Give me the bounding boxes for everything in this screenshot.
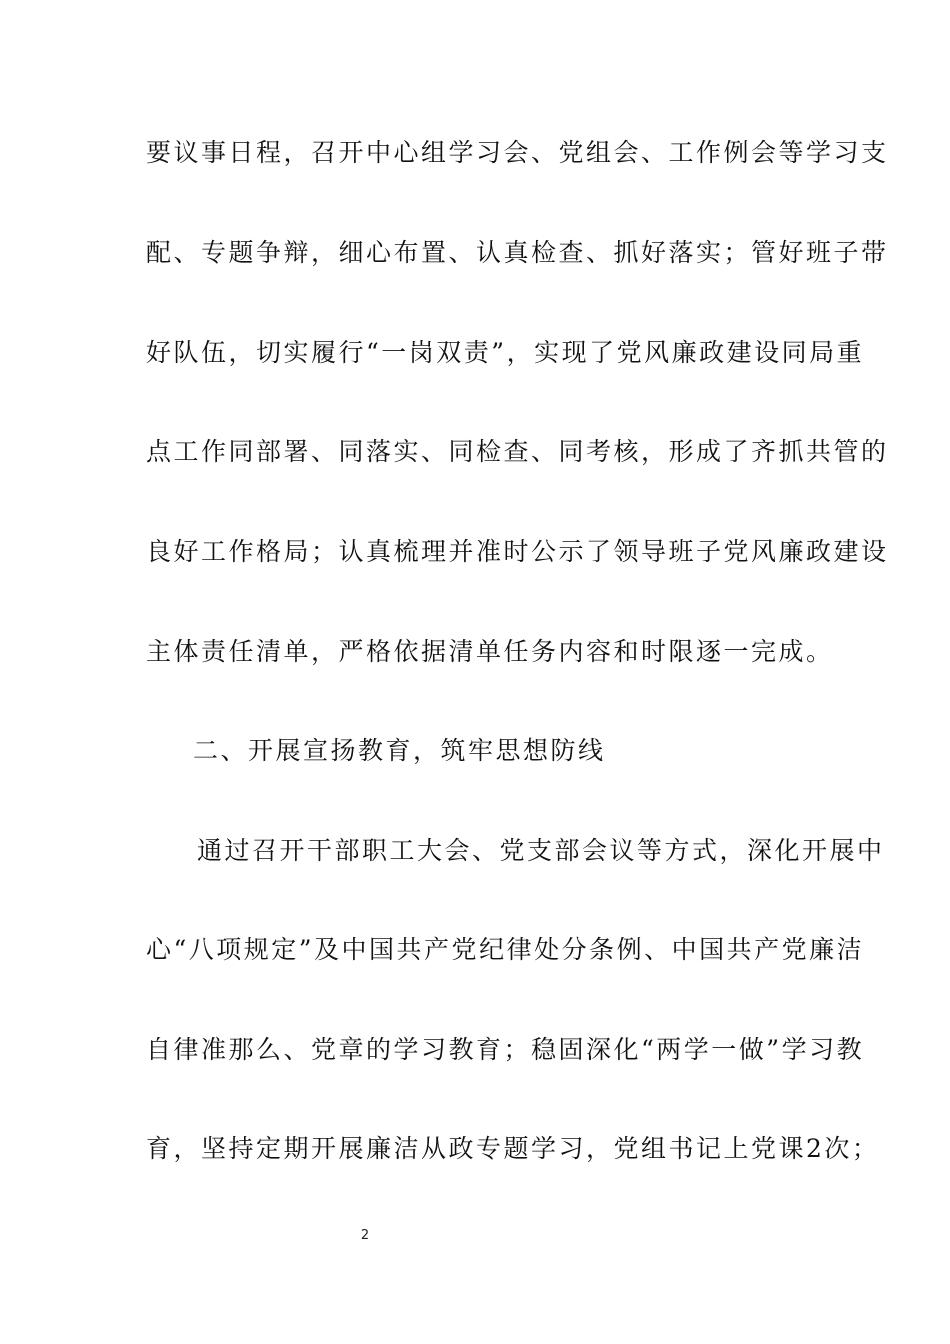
paragraph-line: 育，坚持定期开展廉洁从政专题学习，党组书记上党课2次；	[146, 1134, 880, 1163]
paragraph-line: 要议事日程，召开中心组学习会、党组会、工作例会等学习支	[146, 138, 889, 167]
section-heading: 二、开展宣扬教育，筑牢思想防线	[193, 736, 606, 765]
paragraph-line: 好队伍，切实履行“一岗双责”，实现了党风廉政建设同局重	[146, 338, 865, 367]
paragraph-line: 主体责任清单，严格依据清单任务内容和时限逐一完成。	[146, 637, 834, 666]
paragraph-line: 自律准那么、党章的学习教育；稳固深化“两学一做”学习教	[146, 1035, 865, 1064]
paragraph-line: 点工作同部署、同落实、同检查、同考核，形成了齐抓共管的	[146, 437, 889, 466]
paragraph-line: 配、专题争辩，细心布置、认真检查、抓好落实；管好班子带	[146, 238, 889, 267]
paragraph-line: 心“八项规定”及中国共产党纪律处分条例、中国共产党廉洁	[146, 935, 865, 964]
paragraph-line: 通过召开干部职工大会、党支部会议等方式，深化开展中	[197, 836, 885, 865]
page-number: 2	[360, 1228, 370, 1243]
paragraph-line: 良好工作格局；认真梳理并准时公示了领导班子党风廉政建设	[146, 537, 889, 566]
